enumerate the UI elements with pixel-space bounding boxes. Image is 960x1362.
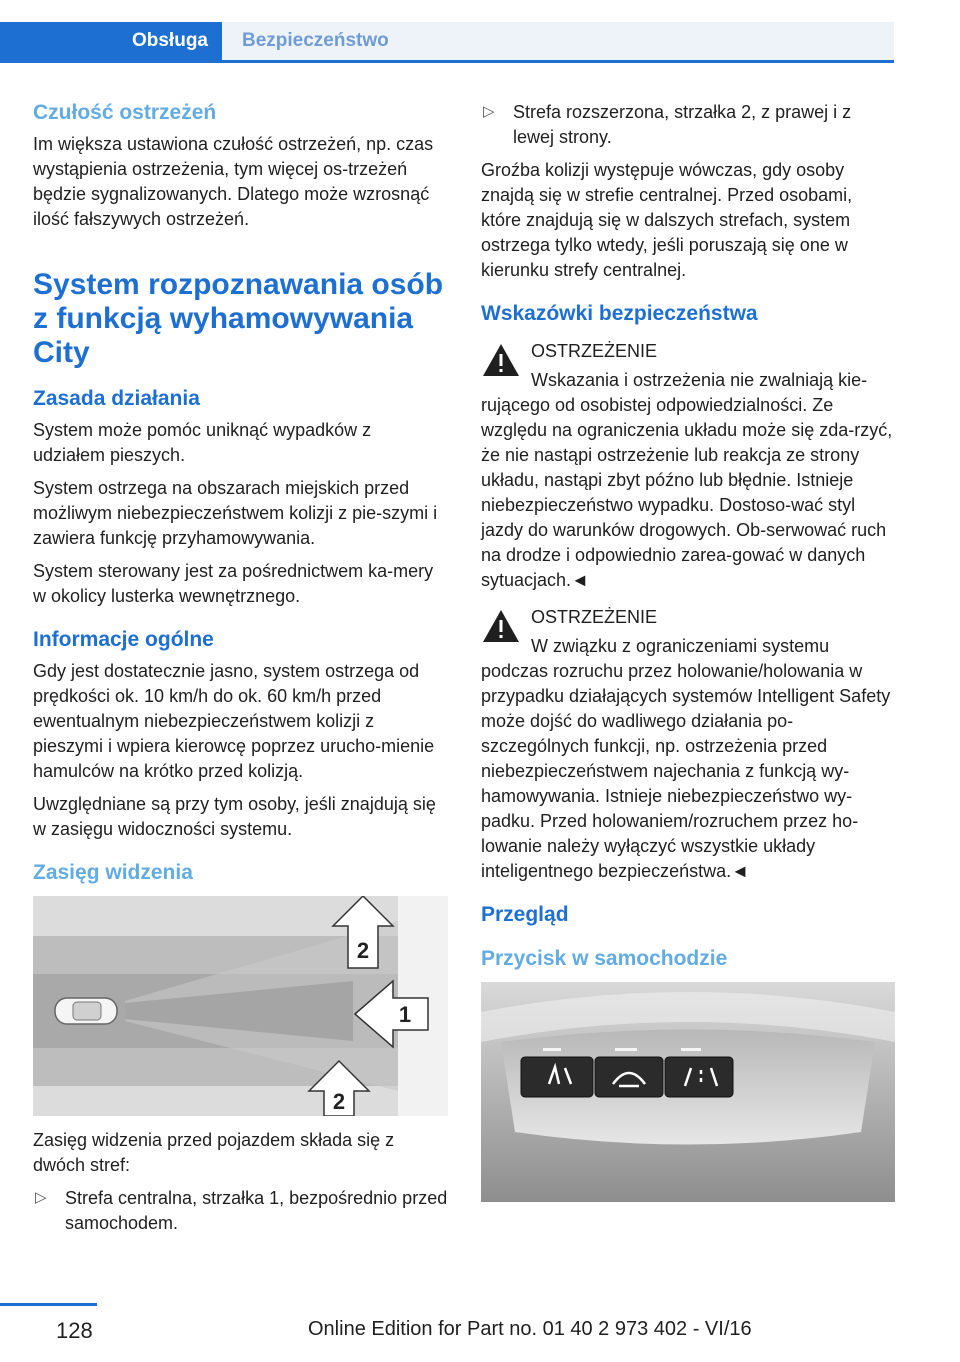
paragraph-general-2: Uwzględniane są przy tym osoby, jeśli znajdują się w zasięgu widoczności systemu. (33, 794, 436, 839)
warning-block-2 (481, 605, 895, 884)
tab-obsluga-label: Obsługa (131, 30, 208, 51)
left-column (33, 100, 448, 1244)
heading-overview: Przegląd (481, 903, 569, 926)
triangle-bullet-icon: ▷ (35, 1189, 47, 1206)
paragraph-sensitivity: Im większa ustawiona czułość ostrzeżeń, np. czas wystąpienia ostrzeżenia, tym więcej os-trzeżeń będzie sygnalizowanych. Dlatego może wzrosnąć ilość fałszywych ostrzeżeń. (33, 134, 434, 229)
tab-bezpieczenstwo[interactable] (222, 22, 894, 60)
paragraph-general-1: Gdy jest dostatecznie jasno, system ostrzega od prędkości ok. 10 km/h do ok. 60 km/h przed ewentualnym niebezpieczeństwem kolizji z pieszymi i wpiera kierowcę poprzez urucho-mienie hamulców na krótko przed kolizją. (33, 661, 435, 781)
heading-general: Informacje ogólne (33, 628, 214, 651)
warning-triangle-icon (481, 607, 521, 645)
arrow-2-top-label: 2 (356, 938, 370, 963)
header-divider (0, 60, 894, 63)
pedestrian-warning-button (521, 1057, 593, 1097)
heading-range: Zasięg widzenia (33, 861, 193, 884)
bullet-central-zone (33, 1186, 448, 1236)
heading-sensitivity: Czułość ostrzeżeń (33, 101, 217, 124)
warning-2-title: OSTRZEŻENIE (531, 607, 658, 627)
paragraph-principle-3: System sterowany jest za pośrednictwem ka-mery w okolicy lusterka wewnętrznego. (33, 561, 434, 606)
tab-bezpieczenstwo-label: Bezpieczeństwo (242, 30, 389, 51)
arrow-2-bottom-label: 2 (332, 1089, 346, 1114)
section-title: System rozpoznawania osób z funkcją wyhamowywania City (33, 268, 444, 369)
right-column (481, 100, 895, 1202)
warning-2-text: W związku z ograniczeniami systemu podczas rozruchu przez holowanie/holowania w przypadku działających systemów Intelligent Safety może dojść do wadliwego działania po-szczególnych funkcji, np. ostrzeżenia przed niebezpieczeństwem najechania z funkcją wy-hamowywania. Istnieje niebezpieczeństwo wy-padku. Przed holowaniem/rozruchem przez ho-lowanie należy wyłączyć wszystkie układy inteligentnego bezpieczeństwa.◄ (481, 636, 891, 881)
lane-warning-button (665, 1057, 733, 1097)
range-diagram (33, 896, 448, 1116)
page-number: 128 (56, 1318, 93, 1343)
footer-divider (0, 1303, 97, 1306)
edition-footer: Online Edition for Part no. 01 40 2 973 402 - VI/16 (308, 1318, 752, 1340)
paragraph-range: Zasięg widzenia przed pojazdem składa się z dwóch stref: (33, 1130, 395, 1175)
tab-obsluga[interactable] (0, 22, 222, 60)
collision-warning-button (595, 1057, 663, 1097)
arrow-1-label: 1 (398, 1002, 412, 1027)
warning-block-1 (481, 339, 895, 593)
bullet-extended-text: Strefa rozszerzona, strzałka 2, z prawej i z lewej strony. (513, 102, 852, 147)
heading-principle: Zasada działania (33, 387, 200, 410)
paragraph-collision: Groźba kolizji występuje wówczas, gdy osoby znajdą się w strefie centralnej. Przed osobami, które znajdują się w dalszych strefach, system ostrzega tylko wtedy, jeśli poruszają się one w kierunku strefy centralnej. (481, 160, 853, 280)
button-photo (481, 982, 895, 1202)
warning-triangle-icon (481, 341, 521, 379)
paragraph-principle-1: System może pomóc uniknąć wypadków z udziałem pieszych. (33, 420, 372, 465)
bullet-extended-zone (481, 100, 895, 150)
paragraph-principle-2: System ostrzega na obszarach miejskich przed możliwym niebezpieczeństwem kolizji z pie-szymi i zawiera funkcję przyhamowywania. (33, 478, 438, 548)
bullet-central-text: Strefa centralna, strzałka 1, bezpośrednio przed samochodem. (65, 1188, 448, 1233)
heading-button: Przycisk w samochodzie (481, 947, 728, 970)
triangle-bullet-icon: ▷ (483, 103, 495, 120)
page-header (0, 0, 894, 62)
warning-1-text: Wskazania i ostrzeżenia nie zwalniają kie-rującego od osobistej odpowiedzialności. Ze względu na ograniczenia układu może się zda-rzyć, że nie nastąpi ostrzeżenie lub reakcja ze strony układu, nastąpi zbyt późno lub błędnie. Istnieje niebezpieczeństwo wypadku. Dostoso-wać styl jazdy do warunków drogowych. Ob-serwować ruch na drodze i odpowiednio zarea-gować w danych sytuacjach.◄ (481, 370, 893, 590)
warning-1-title: OSTRZEŻENIE (531, 341, 658, 361)
heading-safety: Wskazówki bezpieczeństwa (481, 302, 758, 325)
